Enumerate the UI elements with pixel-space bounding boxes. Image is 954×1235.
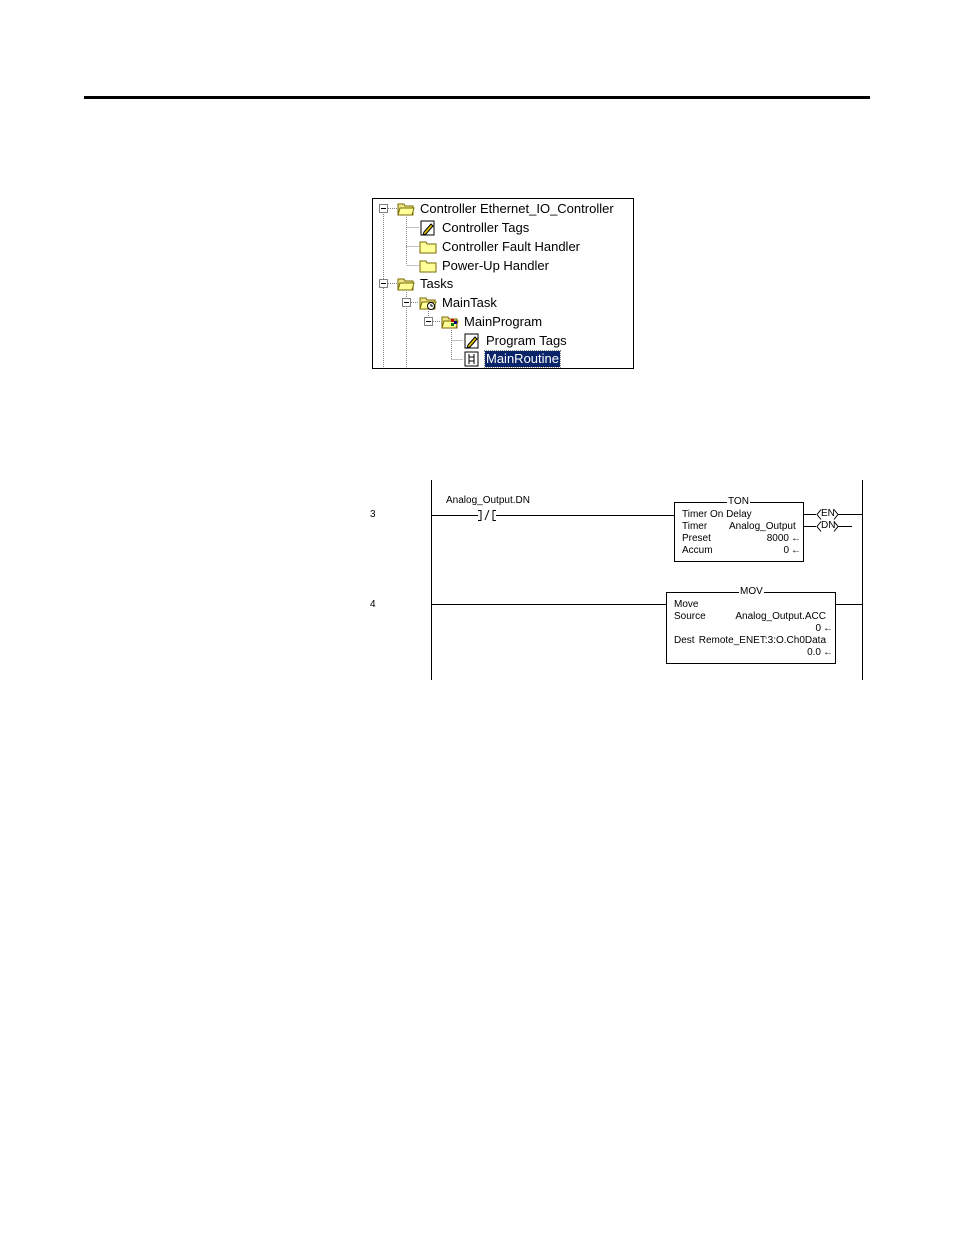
ton-accum-label: Accum [682,545,713,556]
dn-output-label: DN [821,520,836,531]
tree-item-label: Controller Tags [442,220,530,235]
tree-item-label: Program Tags [486,333,567,348]
tree-item-label: Controller Ethernet_IO_Controller [420,201,614,216]
mov-source-live-value: 0 [815,623,821,634]
ton-preset-value[interactable]: 8000 [766,533,789,544]
mov-source-value[interactable]: Analog_Output.ACC [735,611,826,622]
rung-number: 3 [370,509,376,520]
mov-dest-value[interactable]: Remote_ENET:3:O.Ch0Data [698,635,826,646]
tree-item-label-selected: MainRoutine [486,351,559,366]
mov-dest-arrow-icon: ← [823,647,833,658]
xio-contact-symbol [478,510,496,521]
tree-item-label: Controller Fault Handler [442,239,581,254]
mov-dest-label: Dest [674,635,695,646]
ton-instruction-block[interactable] [674,496,804,562]
tree-item-label: MainProgram [464,314,543,329]
mov-description: Move [674,599,699,610]
mov-source-arrow-icon: ← [823,623,833,634]
ton-preset-label: Preset [682,533,711,544]
mov-source-label: Source [674,611,706,622]
tree-item-label: Power-Up Handler [442,258,549,273]
ton-accum-value[interactable]: 0 [783,545,789,556]
tree-item-label: MainTask [442,295,497,310]
mov-title: MOV [740,586,763,597]
mov-dest-live-value: 0.0 [807,647,821,658]
en-output-label: EN [821,508,835,519]
ton-preset-arrow-icon: ← [791,533,801,544]
ton-timer-value[interactable]: Analog_Output [729,521,796,532]
ton-accum-arrow-icon: ← [791,545,801,556]
tree-item-label: Tasks [420,276,454,291]
mov-instruction-block[interactable] [666,586,836,664]
rung-number: 4 [370,599,376,610]
contact-tag-label[interactable]: Analog_Output.DN [446,495,530,506]
ton-timer-label: Timer [682,521,708,532]
ton-title: TON [728,496,749,507]
ton-description: Timer On Delay [682,509,752,520]
